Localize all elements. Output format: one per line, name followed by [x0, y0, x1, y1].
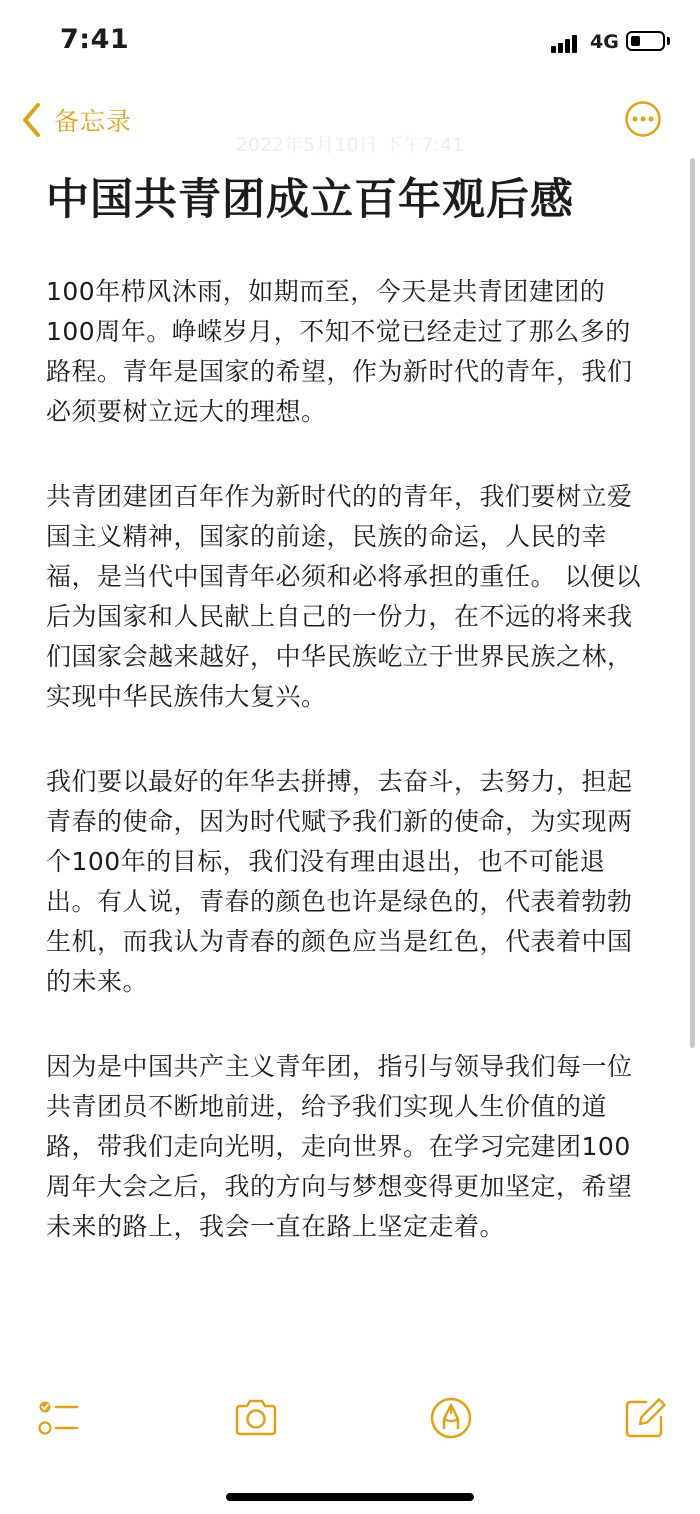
vertical-scrollbar[interactable]	[690, 158, 695, 1048]
markup-icon	[428, 1395, 474, 1441]
compose-icon	[622, 1395, 668, 1441]
battery-cap	[667, 37, 670, 45]
status-bar	[0, 0, 700, 84]
note-paragraph: 共青团建团百年作为新时代的的青年，我们要树立爱国主义精神，国家的前途，民族的命运，人民的幸福，是当代中国青年必须和必将承担的重任。 以便以后为国家和人民献上自己的一份力，在不远的将来我们国家会越来越好，中华民族屹立于世界民族之林，实现中华民族伟大复兴。	[46, 482, 641, 711]
checklist-icon	[34, 1395, 80, 1441]
note-paragraph: 因为是中国共产主义青年团，指引与领导我们每一位共青团员不断地前进，给予我们实现人生价值的道路，带我们走向光明，走向世界。在学习完建团100周年大会之后，我的方向与梦想变得更加坚定，希望未来的路上，我会一直在路上坚定走着。	[46, 1052, 633, 1241]
back-label: 备忘录	[54, 107, 133, 136]
note-title[interactable]: 中国共青团成立百年观后感	[46, 175, 574, 225]
markup-button[interactable]	[428, 1395, 474, 1441]
network-type: 4G	[590, 31, 619, 53]
note-paragraph: 我们要以最好的年华去拼搏，去奋斗，去努力，担起青春的使命，因为时代赋予我们新的使命，为实现两个100年的目标，我们没有理由退出，也不可能退出。有人说，青春的颜色也许是绿色的，代表着勃勃生机，而我认为青春的颜色应当是红色，代表着中国的未来。	[46, 767, 633, 996]
camera-icon	[233, 1395, 279, 1441]
note-body[interactable]	[46, 272, 646, 1292]
compose-button[interactable]	[622, 1395, 668, 1441]
cellular-signal-icon	[551, 33, 579, 53]
battery-level	[631, 36, 640, 46]
camera-button[interactable]	[233, 1395, 279, 1441]
bottom-toolbar	[0, 1395, 700, 1445]
status-time: 7:41	[60, 24, 130, 55]
battery-icon	[626, 31, 665, 51]
note-timestamp: 2022年5月10日 下午7:41	[235, 134, 465, 156]
home-indicator[interactable]	[226, 1493, 474, 1501]
note-paragraph: 100年栉风沐雨，如期而至，今天是共青团建团的100周年。峥嵘岁月，不知不觉已经走过了那么多的路程。青年是国家的希望，作为新时代的青年，我们必须要树立远大的理想。	[46, 277, 633, 426]
checklist-button[interactable]	[34, 1395, 80, 1441]
